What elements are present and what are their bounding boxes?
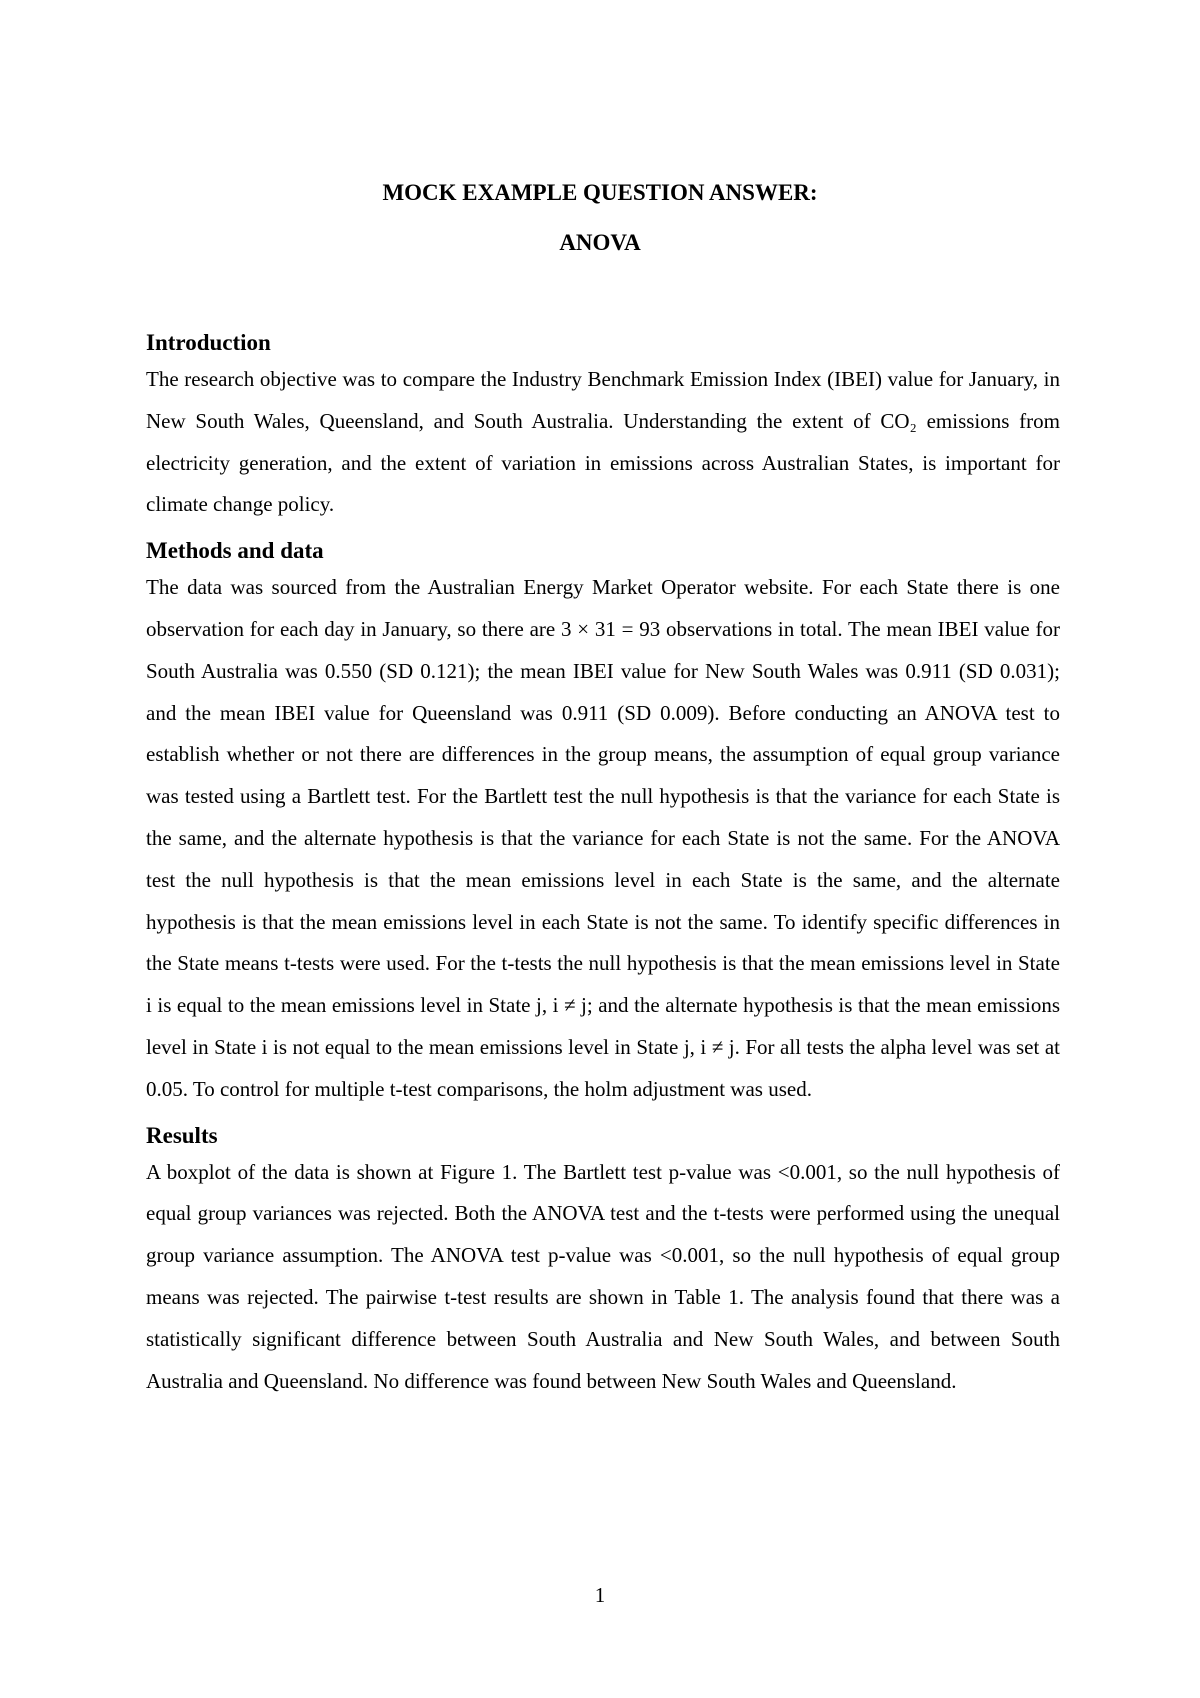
section-heading-results: Results xyxy=(146,1122,218,1148)
document-body xyxy=(146,327,1060,1402)
section-heading-introduction: Introduction xyxy=(146,330,271,355)
section-introduction xyxy=(146,327,1060,526)
section-methods-and-data xyxy=(146,535,1060,1110)
page-number: 1 xyxy=(594,1583,606,1607)
section-results xyxy=(146,1120,1060,1403)
section-heading-methods-and-data: Methods and data xyxy=(146,538,324,564)
section-paragraph-results: A boxplot of the data is shown at Figure 1. The Bartlett test p-value was <0.001, so the null hypothesis of equal group variances was rejected. Both the ANOVA test and the t-tests were performed using the unequal group variance assumption. The ANOVA test p-value was <0.001, so the null hypothesis of equal group means was rejected. The pairwise t-test results are shown in Table 1. The analysis found that there was a statistically significant difference between South Australia and New South Wales, and between South Australia and Queensland. No difference was found between New South Wales and Queensland. xyxy=(146,1159,1060,1393)
document-subtitle: ANOVA xyxy=(559,230,641,255)
section-paragraph-methods-and-data: The data was sourced from the Australian Energy Market Operator website. For each State there is one observation for each day in January, so there are 3 × 31 = 93 observations in total. The mean IBEI value for South Australia was 0.550 (SD 0.121); the mean IBEI value for New South Wales was 0.911 (SD 0.031); and the mean IBEI value for Queensland was 0.911 (SD 0.009). Before conducting an ANOVA test to establish whether or not there are differences in the group means, the assumption of equal group variance was tested using a Bartlett test. For the Bartlett test the null hypothesis is that the variance for each State is the same, and the alternate hypothesis is that the variance for each State is not the same. For the ANOVA test the null hypothesis is that the mean emissions level in each State is the same, and the alternate hypothesis is that the mean emissions level in each State is not the same. To identify specific differences in the State means t-tests were used. For the t-tests the null hypothesis is that the mean emissions level in State i is equal to the mean emissions level in State j, i ≠ j; and the alternate hypothesis is that the mean emissions level in State i is not equal to the mean emissions level in State j, i ≠ j. For all tests the alpha level was set at 0.05. To control for multiple t-test comparisons, the holm adjustment was used. xyxy=(146,575,1060,1101)
document-title: MOCK EXAMPLE QUESTION ANSWER: xyxy=(382,180,818,205)
section-paragraph-introduction: The research objective was to compare the Industry Benchmark Emission Index (IBEI) value for January, in New South Wales, Queensland, and South Australia. Understanding the extent of CO₂ emissions from electricity generation, and the extent of variation in emissions across Australian States, is important for climate change policy. xyxy=(146,367,1060,517)
